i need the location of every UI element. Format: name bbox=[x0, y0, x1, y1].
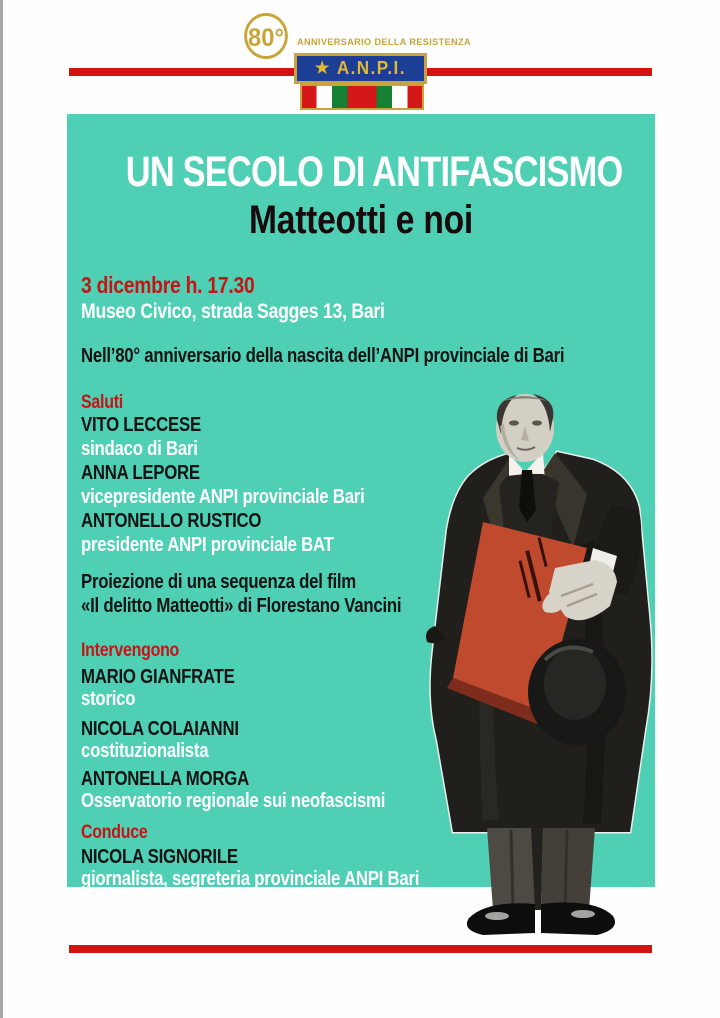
speaker-role: storico bbox=[81, 688, 136, 710]
shoe-right bbox=[541, 903, 615, 936]
event-title: UN SECOLO DI ANTIFASCISMO bbox=[125, 148, 623, 196]
shoe-shine-right bbox=[571, 910, 595, 918]
bottom-red-rule bbox=[69, 945, 652, 953]
anpi-emblem bbox=[294, 53, 427, 84]
speaker-role: giornalista, segreteria provinciale ANPI Bari bbox=[81, 868, 420, 890]
speaker-name: NICOLA SIGNORILE bbox=[81, 846, 238, 868]
trousers bbox=[487, 828, 595, 910]
speaker-role: presidente ANPI provinciale BAT bbox=[81, 534, 334, 556]
bowler-hat bbox=[528, 639, 626, 745]
section-heading-saluti: Saluti bbox=[81, 392, 123, 413]
speaker-name: ANTONELLA MORGA bbox=[81, 768, 249, 790]
film-note-line1: Proiezione di una sequenza del film bbox=[81, 571, 356, 593]
speaker-role: sindaco di Bari bbox=[81, 438, 198, 460]
eye-left bbox=[509, 420, 519, 425]
speaker-role: costituzionalista bbox=[81, 740, 209, 762]
section-heading-conduce: Conduce bbox=[81, 822, 148, 843]
speaker-name: MARIO GIANFRATE bbox=[81, 666, 235, 688]
speaker-name: ANNA LEPORE bbox=[81, 462, 200, 484]
head bbox=[496, 394, 554, 462]
anpi-emblem-label: A.N.P.I. bbox=[336, 58, 406, 78]
anniversary-caption: ANNIVERSARIO DELLA RESISTENZA bbox=[297, 37, 471, 48]
matteotti-photo bbox=[425, 390, 660, 938]
event-venue: Museo Civico, strada Sagges 13, Bari bbox=[81, 300, 385, 323]
scan-edge-line bbox=[0, 0, 3, 1018]
speaker-name: VITO LECCESE bbox=[81, 414, 201, 436]
speaker-name: NICOLA COLAIANNI bbox=[81, 718, 239, 740]
hat-dome bbox=[544, 648, 606, 720]
film-note-line2: «Il delitto Matteotti» di Florestano Vancini bbox=[81, 595, 402, 617]
shoe-shine-left bbox=[485, 912, 509, 920]
event-subtitle: Matteotti e noi bbox=[249, 198, 473, 242]
anniversary-badge: 80° bbox=[244, 13, 288, 59]
event-datetime: 3 dicembre h. 17.30 bbox=[81, 272, 255, 298]
star-icon: ★ bbox=[313, 58, 331, 79]
speaker-role: Osservatorio regionale sui neofascismi bbox=[81, 790, 386, 812]
speaker-name: ANTONELLO RUSTICO bbox=[81, 510, 262, 532]
section-heading-intervengono: Intervengono bbox=[81, 640, 180, 661]
eye-right bbox=[532, 420, 542, 425]
matteotti-figure bbox=[425, 390, 660, 938]
speaker-role: vicepresidente ANPI provinciale Bari bbox=[81, 486, 365, 508]
event-occasion: Nell’80° anniversario della nascita dell’ANPI provinciale di Bari bbox=[81, 345, 565, 367]
tricolor-ribbon bbox=[300, 84, 424, 110]
